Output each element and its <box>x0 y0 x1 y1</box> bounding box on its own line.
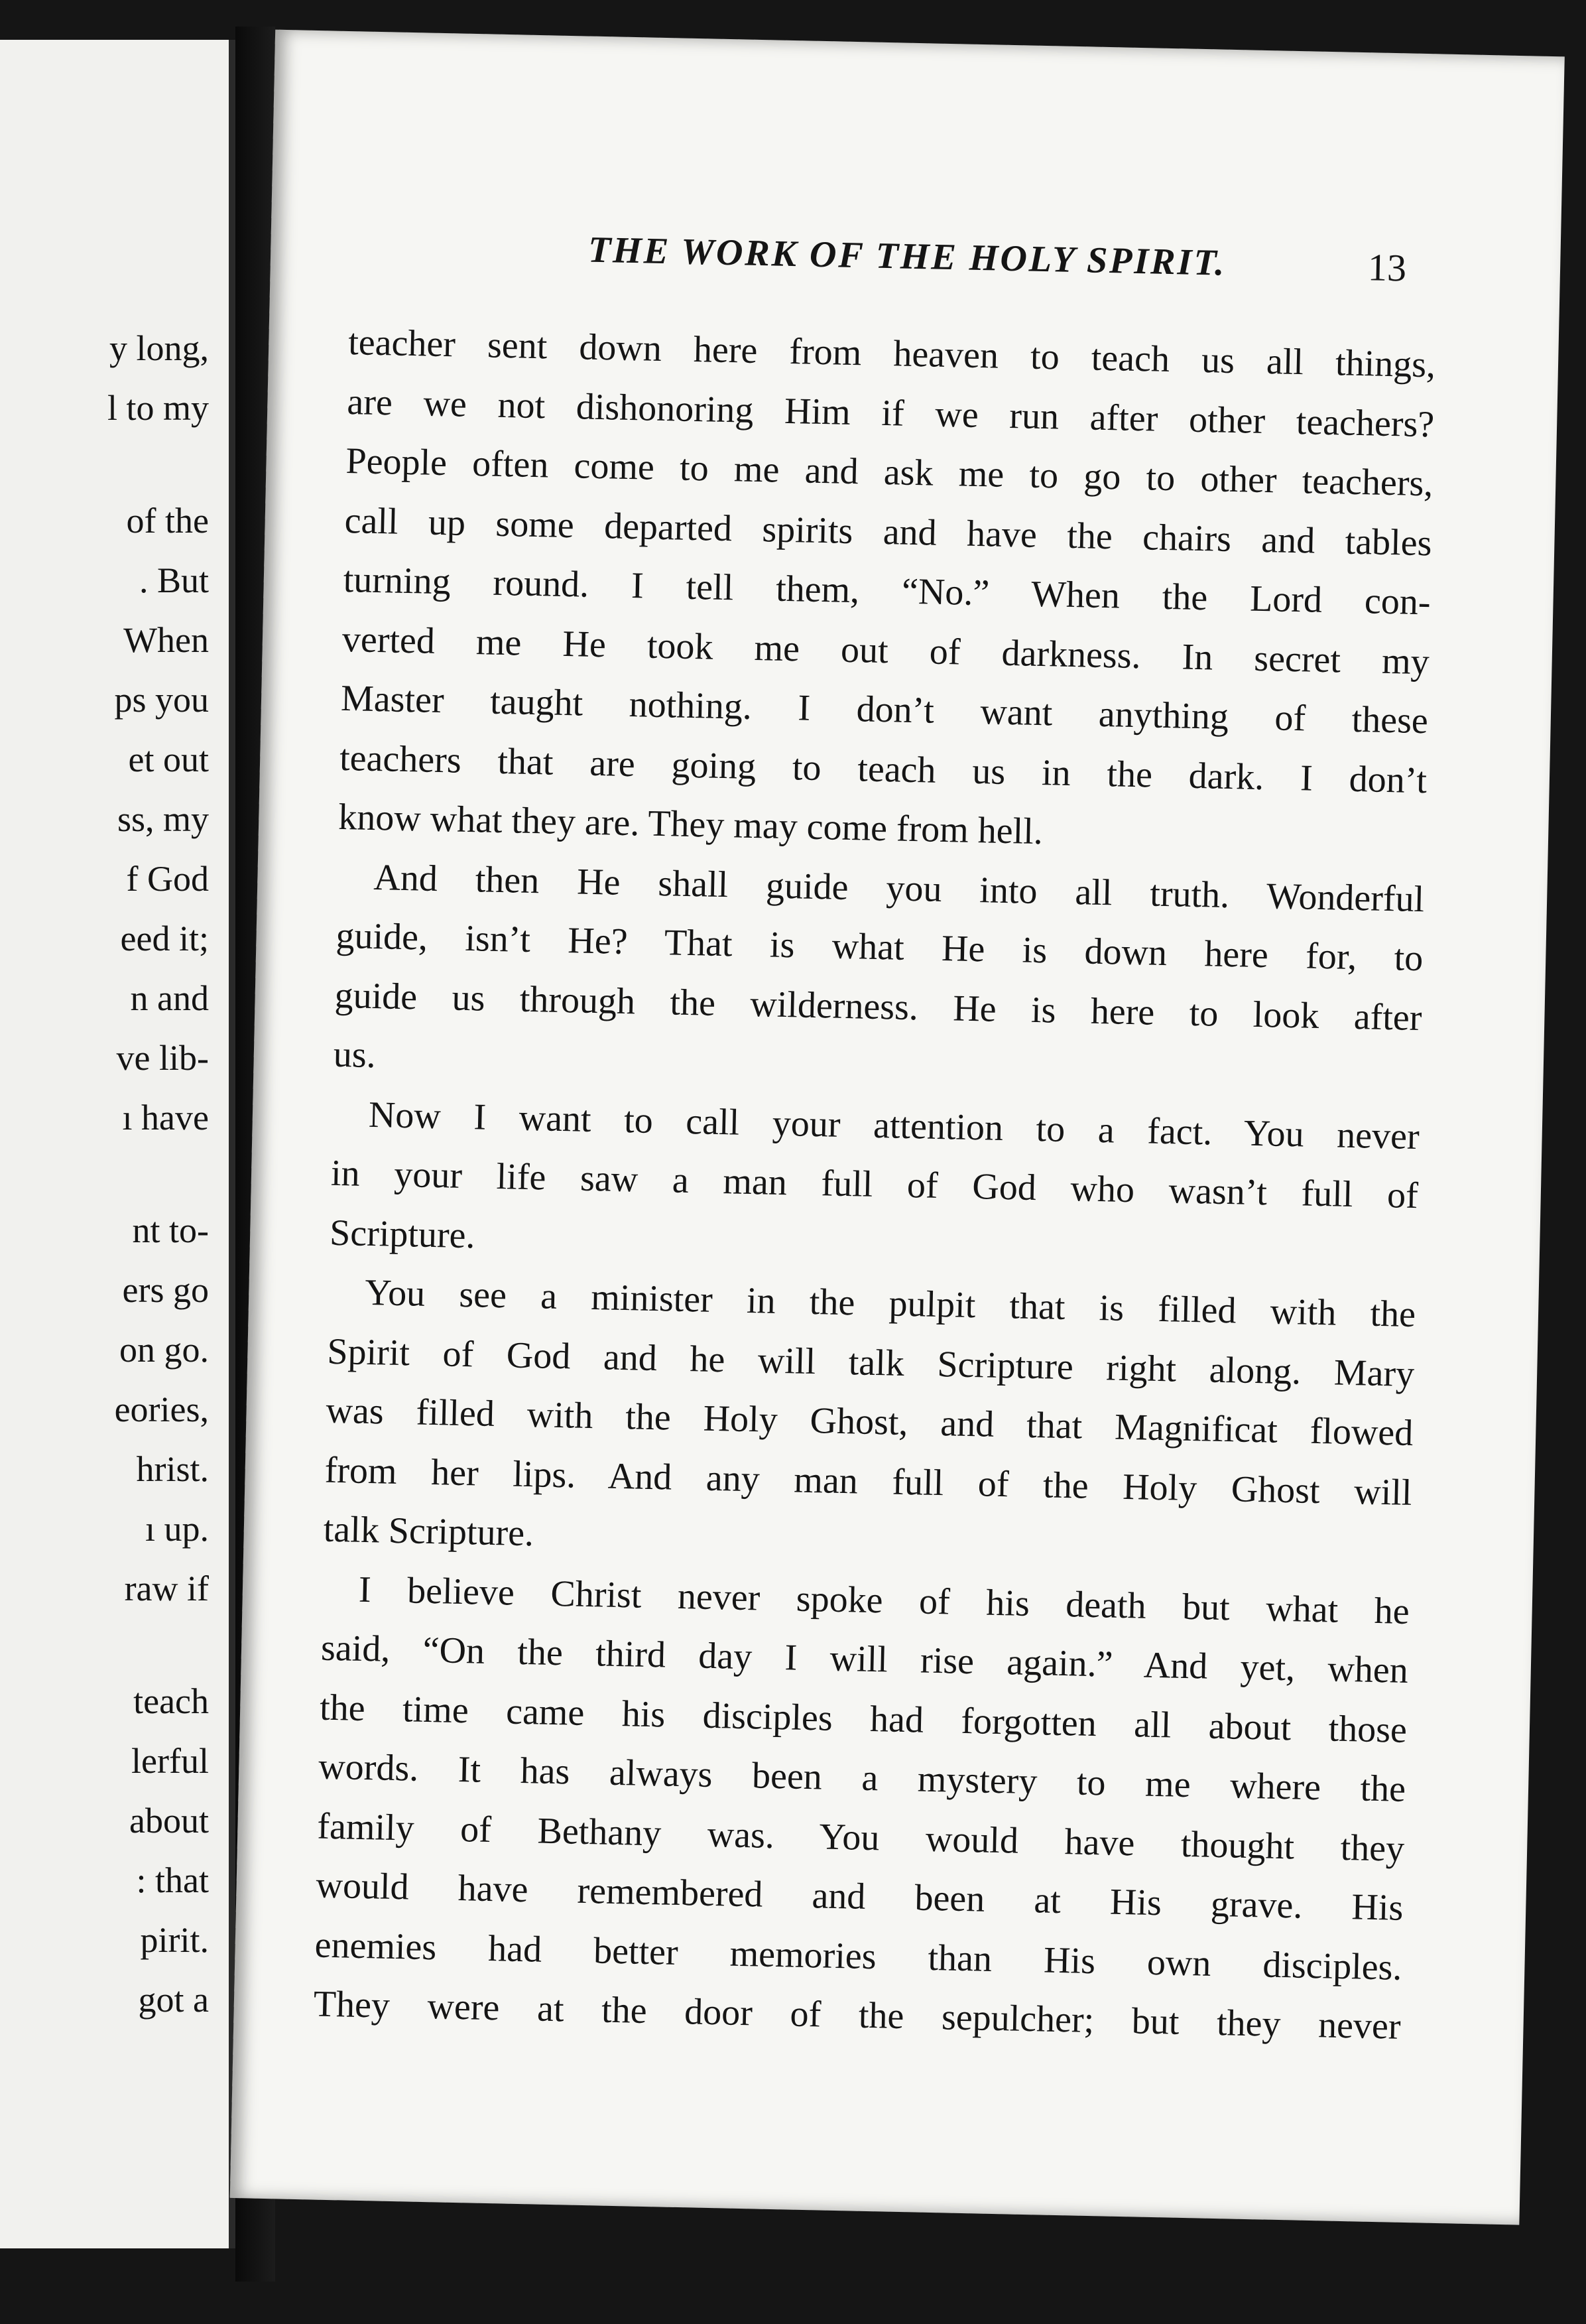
text-line: in your life saw a man full of God who wasn’t full of <box>330 1152 1419 1217</box>
text-line: You see a minister in the pulpit that is filled with the <box>364 1271 1416 1336</box>
facing-page-line: ss, my <box>117 799 209 839</box>
running-header: THE WORK OF THE HOLY SPIRIT. <box>587 229 1227 284</box>
body-text <box>313 313 1436 2057</box>
facing-page-line: n and <box>130 978 209 1018</box>
facing-page-line: ers go <box>122 1270 209 1310</box>
paragraph <box>337 313 1436 870</box>
facing-page-line: . But <box>139 560 209 600</box>
text-line: Spirit of God and he will talk Scripture right along. Mary <box>326 1330 1415 1395</box>
facing-page-line: of the <box>126 501 209 541</box>
text-line: verted me He took me out of darkness. In secret my <box>341 618 1430 682</box>
facing-page-line: y long, <box>109 328 209 368</box>
paragraph <box>333 847 1425 1107</box>
text-line: the time came his disciples had forgotten all about those <box>319 1687 1408 1751</box>
facing-page-line: about <box>129 1801 209 1840</box>
facing-page-line: f God <box>126 859 209 899</box>
facing-page-line: et out <box>128 740 209 779</box>
facing-page-line: ı have <box>122 1098 209 1137</box>
facing-page-line: ve lib- <box>116 1038 209 1078</box>
text-line: family of Bethany was. You would have thought they <box>316 1805 1405 1870</box>
facing-page-line: eories, <box>114 1389 209 1429</box>
text-line: call up some departed spirits and have the chairs and tables <box>344 499 1433 564</box>
book-page <box>230 30 1565 2225</box>
facing-page-line: nt to- <box>132 1210 209 1250</box>
text-line: us. <box>333 1033 377 1076</box>
text-line: would have remembered and been at His grave. His <box>315 1864 1404 1929</box>
facing-page-line: eed it; <box>120 919 209 958</box>
text-line: teachers that are going to teach us in the dark. I don’t <box>339 737 1428 801</box>
text-line: turning round. I tell them, “No.” When the Lord con- <box>343 558 1432 623</box>
text-line: They were at the door of the sepulcher; but they never <box>313 1983 1402 2047</box>
text-line: guide us through the wilderness. He is here to look after <box>334 974 1423 1039</box>
facing-page-line: ı up. <box>145 1509 209 1549</box>
facing-page-left <box>0 40 235 2248</box>
paragraph <box>329 1084 1420 1285</box>
facing-page-line: lerful <box>131 1741 209 1781</box>
text-line: Now I want to call your attention to a fact. You never <box>368 1094 1420 1157</box>
text-line: words. It has always been a mystery to me where the <box>318 1746 1406 1810</box>
facing-page-line: hrist. <box>136 1449 209 1489</box>
paragraph <box>313 1559 1410 2057</box>
text-line: And then He shall guide you into all truth. Wonderful <box>373 856 1425 920</box>
facing-page-line: : that <box>136 1860 209 1900</box>
text-line: enemies had better memories than His own disciples. <box>314 1924 1403 1988</box>
text-line: People often come to me and ask me to go to other teachers, <box>345 440 1433 505</box>
text-line: Scripture. <box>329 1212 476 1256</box>
text-line: are we not dishonoring Him if we run after other teachers? <box>346 381 1435 445</box>
facing-page-line: raw if <box>124 1569 209 1608</box>
text-line: know what they are. They may come from hell. <box>337 796 1044 853</box>
facing-page-line: got a <box>138 1980 209 2020</box>
facing-page-line: pirit. <box>140 1920 209 1960</box>
facing-page-line: on go. <box>119 1330 209 1370</box>
text-line: teacher sent down here from heaven to teach us all things, <box>347 322 1436 386</box>
facing-page-line: l to my <box>107 388 209 428</box>
page-number: 13 <box>1367 245 1407 290</box>
text-line: said, “On the third day I will rise again.” And yet, when <box>320 1627 1409 1691</box>
text-line: I believe Christ never spoke of his death but what he <box>358 1569 1410 1632</box>
text-line: was filled with the Holy Ghost, and that Magnificat flowed <box>325 1389 1414 1454</box>
paragraph <box>323 1263 1416 1582</box>
text-line: guide, isn’t He? That is what He is down here for, to <box>335 915 1424 980</box>
text-line: Master taught nothing. I don’t want anything of these <box>340 677 1429 742</box>
facing-page-line: ps you <box>114 680 209 720</box>
facing-page-line: When <box>123 620 209 660</box>
text-line: talk Scripture. <box>323 1508 534 1555</box>
text-line: from her lips. And any man full of the Holy Ghost will <box>324 1449 1413 1514</box>
facing-page-line: teach <box>133 1681 209 1721</box>
